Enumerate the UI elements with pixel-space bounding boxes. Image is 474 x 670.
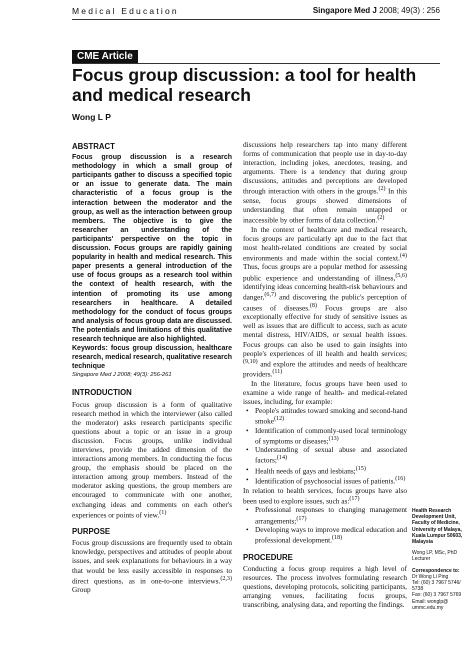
right-text: In this sense, focus groups showed dimensions of understanding that often remain untapped or inaccessible by other forms of data collection. xyxy=(243,186,407,225)
right-text: and discovering the public's perception of causes of diseases. xyxy=(243,292,407,313)
procedure-heading: PROCEDURE xyxy=(243,552,293,562)
right-paragraph-1 xyxy=(243,140,407,225)
list-item: • Identification of commonly-used local terminology of symptoms or diseases;$^{(13)}$ xyxy=(255,426,407,446)
article-type-badge: CME Article xyxy=(72,50,138,63)
purpose-text-tail: Group xyxy=(72,585,91,595)
introduction-heading: INTRODUCTION xyxy=(72,388,132,398)
right-text: Focus groups are also exceptionally effective for study of sensitive issues as well as issues that are difficult to access, such as acute mental distress, HIV/AIDS, or sexual health issues. Focus groups can also be used to gain insights into people's experiences of ill health and health services; xyxy=(243,303,407,358)
article-title: Focus group discussion: a tool for health and medical research xyxy=(72,65,417,105)
author-role: Lecturer xyxy=(412,556,431,563)
health-services-list xyxy=(243,505,407,544)
list-item: • People's attitudes toward smoking and second-hand smoke$^{(12)}$ xyxy=(255,406,407,426)
reference-marker: (2) xyxy=(377,215,385,222)
correspondence-title: Correspondence to: xyxy=(412,567,460,574)
journal-name: Singapore Med J xyxy=(312,6,377,15)
keywords: Keywords: focus group discussion, healthcare research, medical research, qualitative research technique xyxy=(72,345,232,371)
reference-marker: (6,7) xyxy=(264,292,277,299)
right-text: discussions help researchers tap into many different forms of communication that people use in day-to-day interaction, including jokes, anecdotes, teasing, and arguments. There is a tendency that during group discussions, attitudes and perceptions are developed through interaction with others in the groups. xyxy=(243,140,407,196)
author-affiliation xyxy=(412,508,470,611)
list-item: • Understanding of sexual abuse and associated factors;$^{(14)}$ xyxy=(255,445,407,465)
author-degree: Wong LP, MSc, PhD xyxy=(412,550,458,557)
reference-marker: (11) xyxy=(272,369,283,376)
journal-issue: 2008; 49(3) : 256 xyxy=(376,6,440,15)
article-type-rule xyxy=(72,63,440,64)
reference-marker: (5,6) xyxy=(395,272,407,279)
purpose-heading: PURPOSE xyxy=(72,527,111,537)
journal-section-name: Medical Education xyxy=(72,6,179,16)
article-author: Wong L P xyxy=(72,112,111,122)
right-text: Thus, focus groups are a popular method for assessing public experience and understanding of illness, xyxy=(243,262,407,282)
reference-marker: (1) xyxy=(159,509,167,516)
reference-marker: (2) xyxy=(378,186,386,193)
list-item: • Identification of psychosocial issues of patients.$^{(16)}$ xyxy=(255,475,407,486)
list-item: • Professional responses to changing management arrangements;$^{(17)}$ xyxy=(255,505,407,525)
affiliation-title: Health Research Development Unit, Faculty of Medicine, University of Malaya, Kuala Lumpur 50603, Malaysia xyxy=(412,508,463,546)
right-column xyxy=(243,140,407,609)
correspondence-name: Dr Wong Li Ping xyxy=(412,573,449,580)
reference-marker: (2,3) xyxy=(220,575,232,582)
list-item: • Health needs of gays and lesbians;$^{(15)}$ xyxy=(255,465,407,476)
procedure-paragraph: Conducting a focus group requires a high level of resources. The process involves formulating research questions, developing protocols, soliciting participants, arranging venues, facilitating focus groups, transcribing, analysing data, and reporting the findings. xyxy=(243,563,407,610)
reference-marker: (9,10) xyxy=(243,358,258,365)
right-text: identifying ideas concerning health-risk behaviours and danger, xyxy=(243,282,407,302)
right-text: and explore the attitudes and needs of healthcare providers. xyxy=(243,359,407,379)
header-rule xyxy=(72,19,440,20)
list-item: • Developing ways to improve medical education and professional development.$^{(18)}$ xyxy=(255,525,407,545)
reference-marker: (4) xyxy=(399,252,407,259)
purpose-text: Focus group discussions are frequently used to obtain knowledge, perspectives and attitudes of people about issues, and seek explanations for behaviours in a way that would be less easily accessible in responses to direct questions, as in one-to-one interviews. xyxy=(72,538,232,586)
correspondence-tel: Tel: (60) 3 7967 5746/ 5738 xyxy=(412,580,461,593)
correspondence-email: Email: wonglp@ ummc.edu.my xyxy=(412,598,449,611)
right-text: In the context of healthcare and medical research, focus groups are particularly apt due to the fact that most health-related conditions are created by social environments and made within the social context. xyxy=(243,224,407,263)
introduction-text: Focus group discussion is a form of qualitative research method in which the interviewer (also called the moderator) asks research participants specific questions about a topic or an issue in a group discussion. Focus groups, unlike individual interviews, provide the added dimension of the interactions among members. In conducting the focus group, the emphasis should be placed on the interaction among group members. Instead of the moderator asking questions, the group members are encouraged to communicate with one another, exchanging ideas and comments on each other's experiences or points of view. xyxy=(72,399,232,520)
abstract-heading: ABSTRACT xyxy=(72,142,115,151)
article-citation: Singapore Med J 2008; 49(3): 256-261 xyxy=(72,372,172,379)
health-issues-list xyxy=(243,406,407,486)
introduction-paragraph xyxy=(72,400,232,520)
reference-marker: (8) xyxy=(309,302,317,309)
left-column xyxy=(72,142,232,594)
purpose-paragraph xyxy=(72,538,232,594)
abstract-text: Focus group discussion is a research methodology in which a small group of participants gather to discuss a specified topic or an issue to generate data. The main characteristic of a focus group is the interaction between the moderator and the group, as well as the interaction between group members. The objective is to give the researcher an understanding of the participants' perspective on the topic in discussion. Focus groups are rapidly gaining popularity in health and medical research. This paper presents a general introduction of the use of focus groups as a research tool within the context of health research, with the intention of promoting its use among researchers in healthcare. A detailed methodology for the conduct of focus groups and analysis of focus group data are discussed. The potentials and limitations of this qualitative research technique are also highlighted. xyxy=(72,154,232,343)
right-paragraph-3: In the literature, focus groups have been used to examine a wide range of health- and medical-related issues, including, for example: xyxy=(243,378,407,406)
correspondence-fax: Fax: (60) 3 7967 5769 xyxy=(412,592,462,599)
right-paragraph-4: In relation to health services, focus groups have also been used to explore issues, such as:$^{(17)}$ xyxy=(243,485,407,506)
right-paragraph-2 xyxy=(243,225,407,379)
journal-citation xyxy=(313,6,440,15)
